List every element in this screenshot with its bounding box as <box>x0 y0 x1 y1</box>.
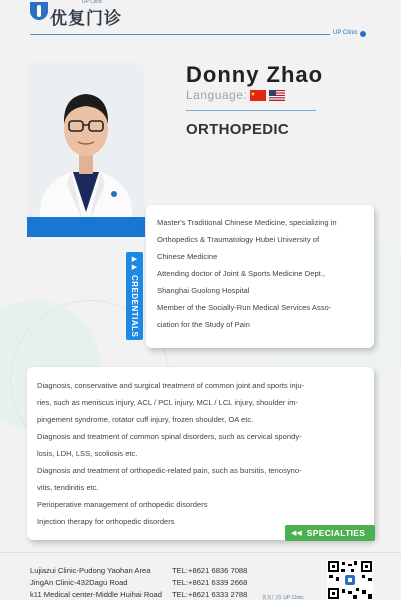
language-label: Language: <box>186 88 248 102</box>
doctor-portrait-icon <box>27 62 145 237</box>
header-dot-icon <box>360 31 366 37</box>
footer-brand: 优复门诊 UP Clinic <box>262 595 304 600</box>
credential-line: Shanghai Guolong Hospital <box>157 286 250 295</box>
specialty-line: Injection therapy for orthopedic disorders <box>37 517 175 526</box>
specialty-line: Diagnosis, conservative and surgical treatment of common joint and sports inju- <box>37 381 305 390</box>
phone-number: TEL:+8621 6333 2788 <box>172 590 248 599</box>
name-divider <box>186 110 316 111</box>
double-arrow-down-icon: ▶ ▶ <box>131 256 138 271</box>
specialty-line: pingement syndrome, rotator cuff injury, frozen shoulder, OA etc. <box>37 415 254 424</box>
specialty-line: Diagnosis and treatment of common spinal disorders, such as cervical spondy- <box>37 432 302 441</box>
clinic-address: JingAn Clinic-432Dagu Road <box>30 578 128 587</box>
clinic-logo-icon <box>30 2 48 20</box>
clinic-address-list <box>30 565 162 600</box>
specialty-line: losis, LDH, LSS, scoliosis etc. <box>37 449 138 458</box>
credential-line: Attending doctor of Joint & Sports Medicine Dept., <box>157 269 325 278</box>
specialties-tag-label: SPECIALTIES <box>306 528 366 538</box>
phone-number: TEL:+8621 6339 2668 <box>172 578 248 587</box>
double-arrow-left-icon: ◀◀ <box>291 530 302 537</box>
department-title: ORTHOPEDIC <box>186 121 290 138</box>
credential-line: Member of the Socially-Run Medical Services Asso- <box>157 303 332 312</box>
us-flag-icon <box>269 90 285 101</box>
credentials-tag-label: CREDENTIALS <box>130 275 139 338</box>
phone-list <box>172 565 247 600</box>
logo-subtitle: UP Clinic <box>82 0 103 5</box>
credentials-tag <box>126 252 143 340</box>
credential-line: Master's Traditional Chinese Medicine, specializing in <box>157 218 337 227</box>
doctor-photo <box>27 62 145 237</box>
china-flag-icon <box>250 90 266 101</box>
specialties-card <box>27 367 374 540</box>
credential-line: Chinese Medicine <box>157 252 218 261</box>
doctor-name: Donny Zhao <box>186 62 324 87</box>
language-row <box>186 88 285 102</box>
clinic-logo-text: 优复门诊 <box>50 9 122 29</box>
specialties-tag <box>285 525 375 541</box>
photo-accent-bar <box>27 217 145 237</box>
clinic-address: k11 Medical center-Middle Huihai Road <box>30 590 162 599</box>
header-divider <box>30 34 330 35</box>
credential-line: ciation for the Study of Pain <box>157 320 250 329</box>
specialty-line: Perioperative management of orthopedic disorders <box>37 500 208 509</box>
credentials-card <box>146 205 374 348</box>
phone-number: TEL:+8621 6836 7088 <box>172 566 248 575</box>
specialty-line: ries, such as meniscus injury, ACL / PCL injury, MCL / LCL injury, shoulder im- <box>37 398 298 407</box>
header-brand: UP Clinic <box>333 30 358 36</box>
specialty-line: Diagnosis and treatment of orthopedic-related pain, such as bursitis, tenosyno- <box>37 466 302 475</box>
footer-divider <box>0 552 401 553</box>
specialty-line: vitis, tendinitis etc. <box>37 483 99 492</box>
credential-line: Orthopedics & Traumatology Hubei University of <box>157 235 320 244</box>
qr-code-icon <box>327 560 373 600</box>
clinic-address: Lujiazui Clinic-Pudong Yaohan Area <box>30 566 151 575</box>
